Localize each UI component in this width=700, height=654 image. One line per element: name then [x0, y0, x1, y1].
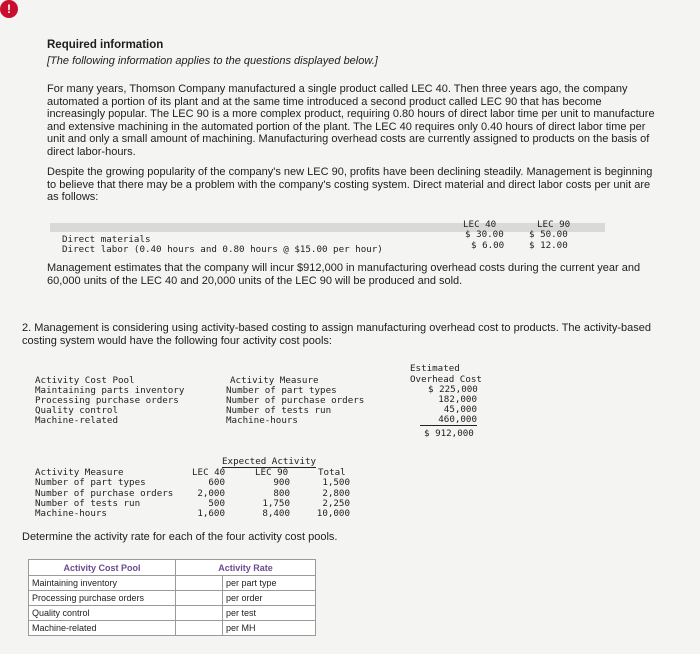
pool-measure: Number of part types — [226, 385, 337, 396]
expected-measure: Number of tests run — [35, 498, 141, 509]
rate-pool-name: Maintaining inventory — [29, 576, 176, 591]
intro-paragraph-2: Despite the growing popularity of the company's new LEC 90, profits have been declining steadily. Management is beginning to believe that there may be a problem with the company's costing system. Direct material and direct labor costs per unit are as follows: — [47, 166, 653, 204]
expected-activity-title: Expected Activity — [222, 456, 317, 467]
expected-lec40: 1,600 — [197, 508, 225, 519]
pool-name: Processing purchase orders — [35, 395, 179, 406]
table-row — [29, 591, 316, 606]
unit-cost-value: $ 12.00 — [529, 240, 568, 251]
required-info-subtitle: [The following information applies to the questions displayed below.] — [47, 55, 378, 67]
rate-unit: per test — [223, 606, 316, 621]
pool-measure: Number of purchase orders — [226, 395, 365, 406]
rate-table-pool-header: Activity Cost Pool — [29, 560, 176, 576]
table-row — [29, 606, 316, 621]
determine-instruction: Determine the activity rate for each of the four activity cost pools. — [22, 531, 338, 543]
intro-paragraph-3: Management estimates that the company will incur $912,000 in manufacturing overhead costs during the current year and 60,000 units of the LEC 40 and 20,000 units of the LEC 90 will be produced and sold. — [47, 262, 641, 287]
expected-lec90: 800 — [273, 488, 290, 499]
unit-cost-row-label: Direct labor (0.40 hours and 0.80 hours @ $15.00 per hour) — [62, 244, 383, 255]
expected-total-header: Total — [318, 467, 346, 478]
table-row — [29, 576, 316, 591]
expected-lec90: 1,750 — [262, 498, 290, 509]
expected-lec90: 900 — [273, 477, 290, 488]
required-info-title: Required information — [47, 39, 164, 51]
estimated-header: Estimated — [410, 363, 460, 374]
rate-unit: per MH — [223, 621, 316, 636]
activity-rate-input[interactable] — [176, 576, 223, 591]
expected-total: 2,800 — [322, 488, 350, 499]
expected-lec90: 8,400 — [262, 508, 290, 519]
expected-lec40-header: LEC 40 — [192, 467, 226, 478]
rate-table-rate-header: Activity Rate — [176, 560, 316, 576]
expected-total: 10,000 — [316, 508, 350, 519]
expected-total: 2,250 — [322, 498, 350, 509]
expected-lec40: 2,000 — [197, 488, 225, 499]
pool-name: Quality control — [35, 405, 118, 416]
expected-measure: Number of part types — [35, 477, 146, 488]
pool-cost: 45,000 — [443, 404, 477, 415]
table-row — [29, 621, 316, 636]
expected-total: 1,500 — [322, 477, 350, 488]
expected-measure-header: Activity Measure — [35, 467, 124, 478]
rate-unit: per part type — [223, 576, 316, 591]
pool-cost: $ 225,000 — [428, 384, 478, 395]
unit-cost-row-label: Direct materials — [62, 234, 151, 245]
unit-cost-col-lec40: LEC 40 — [463, 219, 497, 230]
expected-lec40: 600 — [208, 477, 225, 488]
pool-name: Machine-related — [35, 415, 118, 426]
question-2-text: 2. Management is considering using activity-based costing to assign manufacturing overhead cost to products. The activity-based costing system would have the following four activity cost pools: — [22, 322, 651, 347]
rate-unit: per order — [223, 591, 316, 606]
pool-measure: Number of tests run — [226, 405, 332, 416]
activity-rate-input[interactable] — [176, 591, 223, 606]
intro-paragraph-1: For many years, Thomson Company manufactured a single product called LEC 40. Then three years ago, the company automated a portion of its plant and at the same time introduced a second product called LEC 90 that has become increasingly popular. The LEC 90 is a more complex product, requiring 0.80 hours of direct labor time per unit to manufacture and extensive machining in the automated portion of the plant. The LEC 40 requires only 0.40 hours of direct labor time per unit and only a small amount of machining. Manufacturing overhead costs are currently assigned to products on the basis of direct labor-hours. — [47, 83, 655, 158]
pool-cost: 182,000 — [438, 394, 477, 405]
unit-cost-value: $ 6.00 — [471, 240, 505, 251]
expected-measure: Machine-hours — [35, 508, 107, 519]
measure-header: Activity Measure — [230, 375, 319, 386]
pool-name: Maintaining parts inventory — [35, 385, 185, 396]
unit-cost-value: $ 30.00 — [465, 229, 504, 240]
activity-rate-input[interactable] — [176, 606, 223, 621]
overhead-cost-header: Overhead Cost — [410, 374, 482, 385]
rate-pool-name: Quality control — [29, 606, 176, 621]
expected-lec40: 500 — [208, 498, 225, 509]
rate-pool-name: Processing purchase orders — [29, 591, 176, 606]
alert-icon: ! — [0, 0, 18, 18]
expected-lec90-header: LEC 90 — [255, 467, 289, 478]
activity-rate-input[interactable] — [176, 621, 223, 636]
pool-total: $ 912,000 — [424, 428, 474, 439]
pool-measure: Machine-hours — [226, 415, 298, 426]
expected-measure: Number of purchase orders — [35, 488, 174, 499]
unit-cost-header-band — [50, 223, 605, 232]
activity-rate-table — [28, 559, 316, 636]
unit-cost-value: $ 50.00 — [529, 229, 568, 240]
rate-pool-name: Machine-related — [29, 621, 176, 636]
pool-header: Activity Cost Pool — [35, 375, 135, 386]
pool-cost: 460,000 — [420, 415, 477, 426]
unit-cost-col-lec90: LEC 90 — [537, 219, 571, 230]
